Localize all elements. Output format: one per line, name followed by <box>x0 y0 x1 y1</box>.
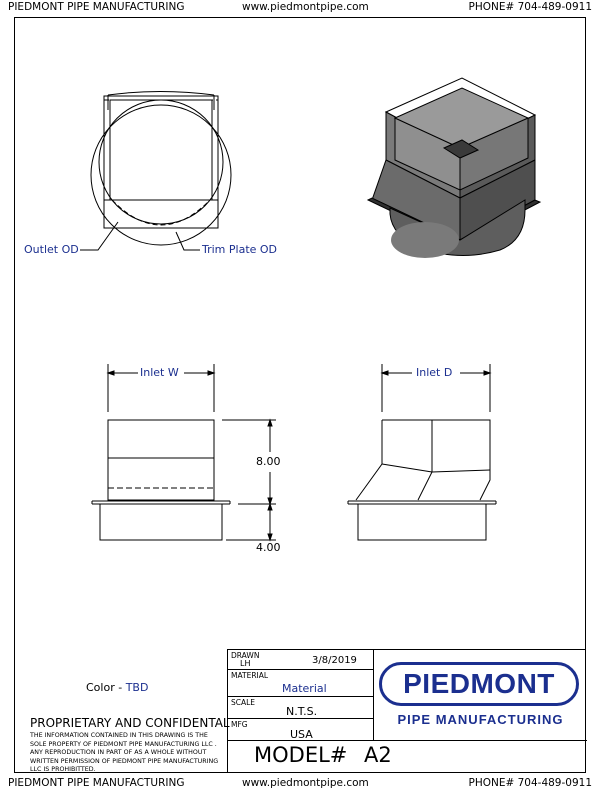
logo-cell <box>374 650 587 741</box>
front-view <box>92 364 276 540</box>
inlet-w-label: Inlet W <box>140 366 179 379</box>
scale-value: N.T.S. <box>286 705 318 718</box>
header-company: PIEDMONT PIPE MANUFACTURING <box>8 1 185 13</box>
mfg-label: MFG <box>231 720 248 729</box>
scale-label: SCALE <box>231 698 256 707</box>
material-label: MATERIAL <box>231 671 269 680</box>
height-dim-label: 8.00 <box>256 455 281 468</box>
header-phone: PHONE# 704-489-0911 <box>468 1 592 13</box>
mfg-value: USA <box>290 728 313 741</box>
page-footer <box>0 776 600 792</box>
trim-plate-od-label: Trim Plate OD <box>202 243 278 256</box>
color-label: Color - <box>86 681 123 694</box>
model-cell <box>228 741 587 774</box>
side-view <box>348 364 496 540</box>
iso-view <box>368 78 540 258</box>
proprietary-text: THE INFORMATION CONTAINED IN THIS DRAWING IS THE SOLE PROPERTY OF PIEDMONT PIPE MANUFACTURING LLC . ANY REPRODUCTION IN PART OF AS A WHOLE WITHOUT WRITTEN PERMISSION OF PIEDMONT PIPE MANUFACTURING LLC IS PROHIBITTED. <box>30 732 219 773</box>
proprietary-title: PROPRIETARY AND CONFIDENTAL <box>30 716 230 730</box>
footer-phone: PHONE# 704-489-0911 <box>468 777 592 789</box>
title-block <box>227 649 586 773</box>
drawn-label: DRAWN <box>231 651 260 660</box>
drawn-cell <box>228 650 374 670</box>
bottom-dim-label: 4.00 <box>256 541 281 554</box>
footer-website[interactable]: www.piedmontpipe.com <box>242 777 369 789</box>
material-value: Material <box>282 682 327 695</box>
drawn-by: LH <box>240 659 251 668</box>
mfg-cell <box>228 719 374 741</box>
color-value: TBD <box>125 681 149 694</box>
logo-name: PIEDMONT <box>403 668 555 699</box>
outlet-od-label: Outlet OD <box>24 243 79 256</box>
model-value: A2 <box>364 743 392 767</box>
footer-company: PIEDMONT PIPE MANUFACTURING <box>8 777 185 789</box>
logo-oval <box>379 662 579 706</box>
header-website[interactable]: www.piedmontpipe.com <box>242 1 369 13</box>
material-cell <box>228 670 374 697</box>
color-line <box>86 681 148 694</box>
scale-cell <box>228 697 374 719</box>
inlet-d-label: Inlet D <box>416 366 453 379</box>
model-label: MODEL# <box>254 743 348 767</box>
top-view <box>80 92 231 251</box>
logo-tagline: PIPE MANUFACTURING <box>397 712 564 727</box>
drawn-date: 3/8/2019 <box>312 655 357 666</box>
